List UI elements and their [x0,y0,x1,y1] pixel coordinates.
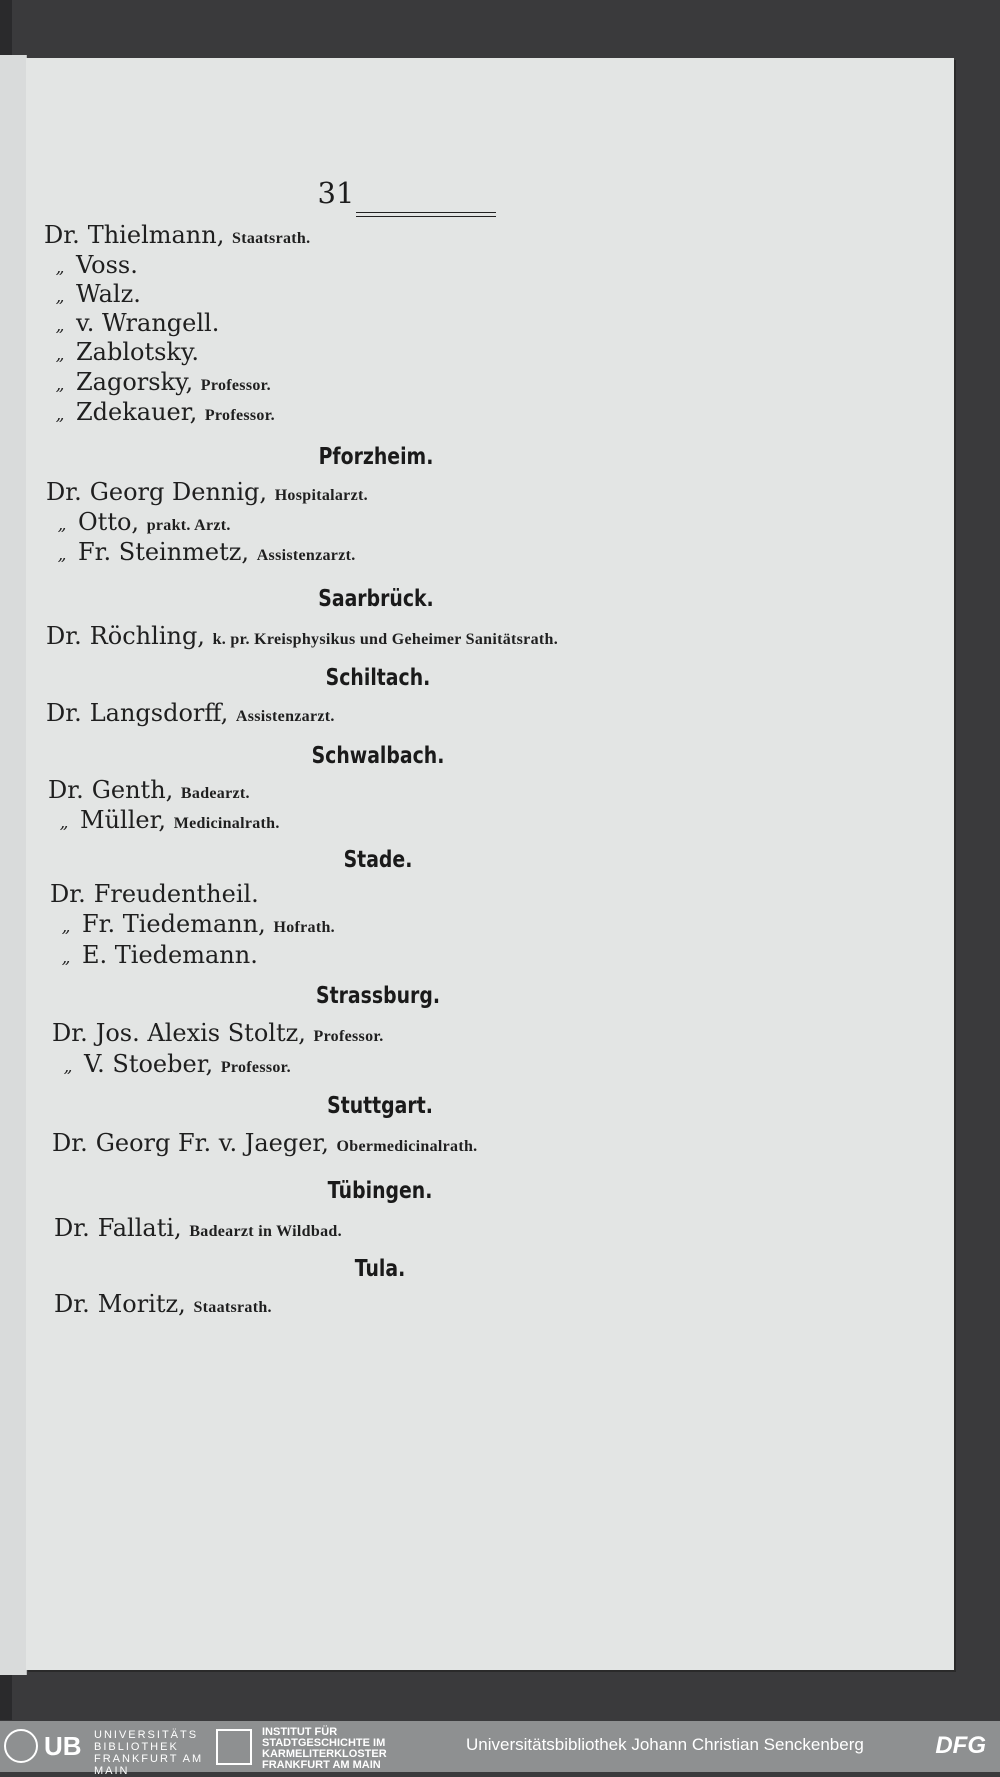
entry-title: Obermedicinalrath. [336,1138,478,1155]
entry-prefix: „ [55,345,65,365]
entry-name: Fallati, [97,1214,182,1242]
entry-name: Otto, [78,508,140,536]
entry-prefix: „ [57,545,67,565]
city-heading: Tula. [354,1256,406,1282]
entry-title: k. pr. Kreisphysikus und Geheimer Sanitätsrath. [212,631,559,648]
entry-title: Badearzt. [180,785,250,802]
directory-entry [50,880,259,908]
directory-entry [44,398,275,426]
city-heading: Pforzheim. [318,444,434,470]
entry-prefix: „ [57,515,67,535]
directory-entry [46,538,356,566]
city-heading: Saarbrück. [318,586,434,612]
entry-name: Zablotsky. [76,338,199,366]
entry-title: Professor. [313,1028,384,1045]
page-number: 31 [317,176,355,210]
entry-prefix: „ [55,287,65,307]
directory-entry [44,280,141,308]
entry-name: Müller, [80,806,167,834]
entry-name: Georg Fr. v. Jaeger, [95,1129,329,1157]
entry-prefix: Dr. [50,880,86,908]
entry-title: Hofrath. [273,919,335,936]
entry-title: Staatsrath. [193,1299,272,1316]
entry-prefix: „ [55,316,65,336]
directory-entry [48,776,250,804]
directory-entry [48,806,280,834]
entry-prefix: Dr. [52,1019,88,1047]
entry-name: Langsdorff, [89,699,229,727]
entry-name: Fr. Steinmetz, [78,538,250,566]
page-number-rule [356,212,496,217]
city-heading: Strassburg. [316,983,440,1009]
entry-name: Walz. [76,280,141,308]
directory-entry [44,221,310,249]
entry-prefix: Dr. [46,622,82,650]
entry-name: Genth, [91,776,174,804]
viewer-footer [0,1721,1000,1777]
entry-prefix: Dr. [46,478,82,506]
ub-logo-subtitle: UNIVERSITÄTS BIBLIOTHEK FRANKFURT AM MAIN [94,1729,204,1777]
city-heading: Schiltach. [325,665,431,691]
directory-entry [50,910,335,938]
directory-entry [44,338,199,366]
document-page [26,58,954,1670]
entry-prefix: „ [59,813,69,833]
directory-entry [54,1290,272,1318]
entry-name: Voss. [76,251,138,279]
entry-prefix: Dr. [52,1129,88,1157]
directory-entry [52,1019,384,1047]
entry-title: Professor. [200,377,271,394]
entry-name: Fr. Tiedemann, [82,910,266,938]
directory-entry [46,508,231,536]
entry-prefix: Dr. [44,221,80,249]
entry-title: Badearzt in Wildbad. [189,1223,342,1240]
entry-name: Röchling, [89,622,205,650]
city-heading: Stade. [343,847,413,873]
entry-title: Hospitalarzt. [274,487,368,504]
directory-entry [52,1050,291,1078]
dfg-logo: DFG [935,1732,986,1759]
entry-name: Georg Dennig, [89,478,268,506]
directory-entry [50,941,258,969]
city-heading: Schwalbach. [311,743,445,769]
entry-name: E. Tiedemann. [82,941,258,969]
entry-prefix: Dr. [46,699,82,727]
directory-entry [46,622,558,650]
directory-entry [44,309,219,337]
entry-prefix: „ [55,405,65,425]
entry-prefix: „ [61,917,71,937]
directory-entry [44,368,271,396]
entry-prefix: Dr. [48,776,84,804]
entry-title: Professor. [204,407,275,424]
entry-name: V. Stoeber, [84,1050,214,1078]
ub-logo-text: UB [44,1731,82,1761]
entry-name: Zagorsky, [76,368,194,396]
entry-prefix: „ [63,1057,73,1077]
institute-logo-text: INSTITUT FÜR STADTGESCHICHTE IM KARMELITERKLOSTER FRANKFURT AM MAIN [262,1726,387,1771]
entry-prefix: „ [55,375,65,395]
entry-name: Thielmann, [87,221,225,249]
directory-entry [46,699,335,727]
entry-prefix: Dr. [54,1290,90,1318]
entry-title: Assistenzarzt. [235,708,335,725]
entry-name: Jos. Alexis Stoltz, [95,1019,306,1047]
entry-name: v. Wrangell. [76,309,220,337]
entry-prefix: „ [61,948,71,968]
institute-logo-icon [216,1729,252,1765]
library-name: Universitätsbibliothek Johann Christian Senckenberg [466,1735,864,1754]
city-heading: Tübingen. [327,1178,433,1204]
directory-entry [54,1214,342,1242]
entry-title: Professor. [220,1059,291,1076]
ub-logo-icon [4,1729,38,1763]
directory-entry [52,1129,477,1157]
entry-prefix: Dr. [54,1214,90,1242]
entry-name: Zdekauer, [76,398,198,426]
directory-entry [46,478,368,506]
entry-prefix: „ [55,258,65,278]
entry-name: Moritz, [97,1290,186,1318]
entry-title: Medicinalrath. [173,815,280,832]
entry-name: Freudentheil. [93,880,259,908]
entry-title: Staatsrath. [232,230,311,247]
entry-title: Assistenzarzt. [256,547,356,564]
entry-title: prakt. Arzt. [146,517,231,534]
city-heading: Stuttgart. [327,1093,433,1119]
directory-entry [44,251,138,279]
